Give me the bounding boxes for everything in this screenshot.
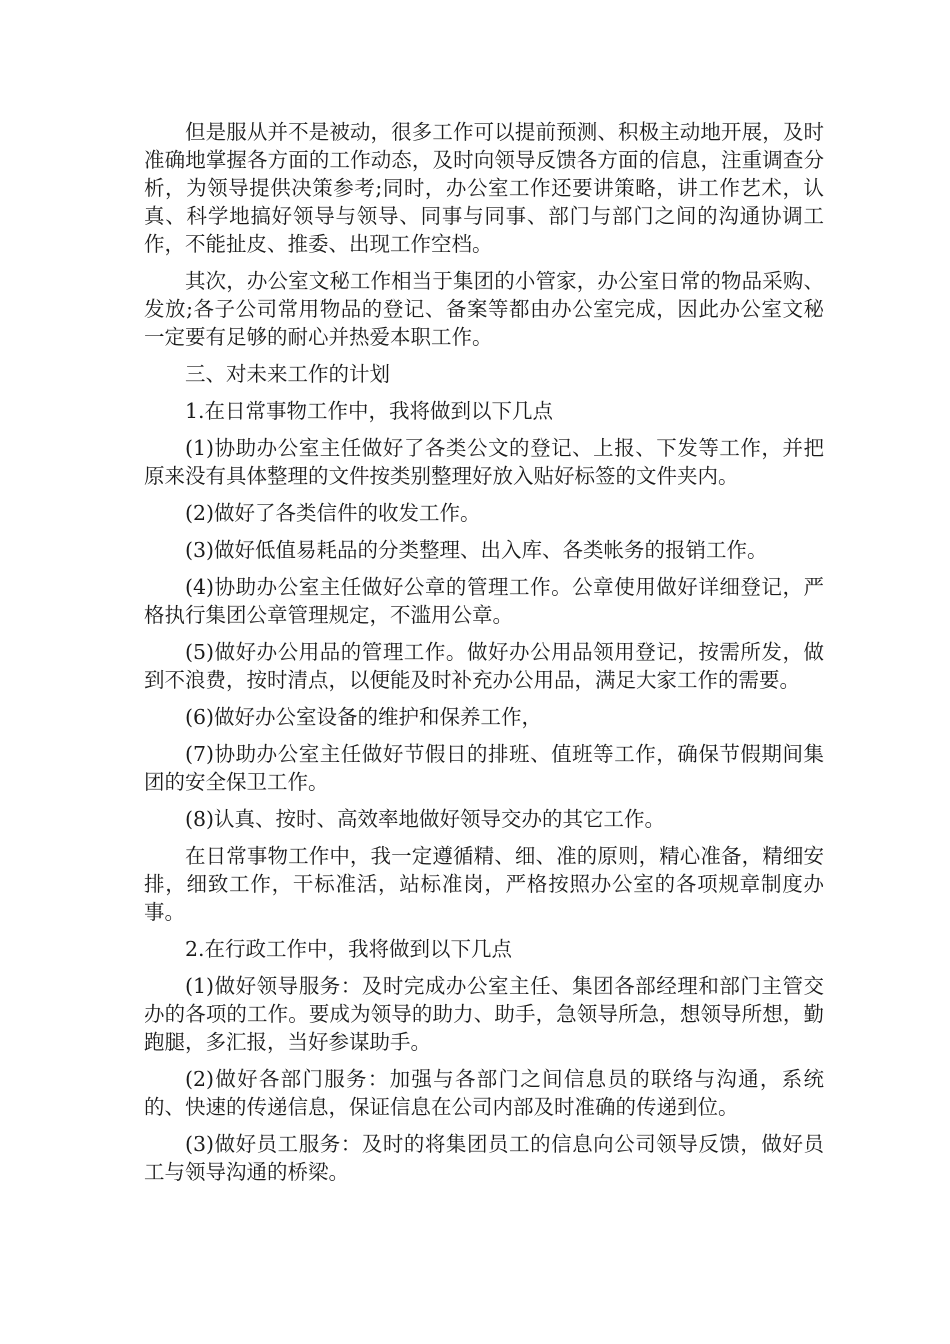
paragraph-secretary-role: 其次，办公室文秘工作相当于集团的小管家，办公室日常的物品采购、发放;各子公司常用物品的登记、备案等都由办公室完成，因此办公室文秘一定要有足够的耐心并热爱本职工作。 — [144, 269, 824, 349]
list-item-daily-1: (1)协助办公室主任做好了各类公文的登记、上报、下发等工作，并把原来没有具体整理的文件按类别整理好放入贴好标签的文件夹内。 — [144, 436, 824, 488]
list-item-daily-4: (4)协助办公室主任做好公章的管理工作。公章使用做好详细登记，严格执行集团公章管理规定，不滥用公章。 — [144, 575, 824, 627]
document-page — [144, 118, 824, 1195]
paragraph-obedience: 但是服从并不是被动，很多工作可以提前预测、积极主动地开展，及时准确地掌握各方面的工作动态，及时向领导反馈各方面的信息，注重调查分析，为领导提供决策参考;同时，办公室工作还要讲策略，讲工作艺术，认真、科学地搞好领导与领导、同事与同事、部门与部门之间的沟通协调工作，不能扯皮、推委、出现工作空档。 — [144, 120, 824, 256]
list-item-daily-5: (5)做好办公用品的管理工作。做好办公用品领用登记，按需所发，做到不浪费，按时清点，以便能及时补充办公用品，满足大家工作的需要。 — [144, 640, 824, 692]
subheading-daily-affairs: 1.在日常事物工作中，我将做到以下几点 — [185, 399, 554, 423]
list-item-daily-8: (8)认真、按时、高效率地做好领导交办的其它工作。 — [185, 807, 666, 831]
list-item-daily-3: (3)做好低值易耗品的分类整理、出入库、各类帐务的报销工作。 — [185, 538, 768, 562]
list-item-admin-3: (3)做好员工服务：及时的将集团员工的信息向公司领导反馈，做好员工与领导沟通的桥梁。 — [144, 1132, 824, 1184]
list-item-daily-2: (2)做好了各类信件的收发工作。 — [185, 501, 481, 525]
subheading-administrative-work: 2.在行政工作中，我将做到以下几点 — [185, 937, 513, 961]
paragraph-daily-principle: 在日常事物工作中，我一定遵循精、细、准的原则，精心准备，精细安排，细致工作，干标准活，站标准岗，严格按照办公室的各项规章制度办事。 — [144, 844, 824, 924]
list-item-daily-7: (7)协助办公室主任做好节假日的排班、值班等工作，确保节假期间集团的安全保卫工作。 — [144, 742, 824, 794]
list-item-daily-6: (6)做好办公室设备的维护和保养工作， — [185, 705, 543, 729]
list-item-admin-2: (2)做好各部门服务：加强与各部门之间信息员的联络与沟通，系统的、快速的传递信息，保证信息在公司内部及时准确的传递到位。 — [144, 1067, 824, 1119]
list-item-admin-1: (1)做好领导服务：及时完成办公室主任、集团各部经理和部门主管交办的各项的工作。要成为领导的助力、助手，急领导所急，想领导所想，勤跑腿，多汇报，当好参谋助手。 — [144, 974, 824, 1054]
section-heading-future-plan: 三、对未来工作的计划 — [185, 362, 390, 386]
